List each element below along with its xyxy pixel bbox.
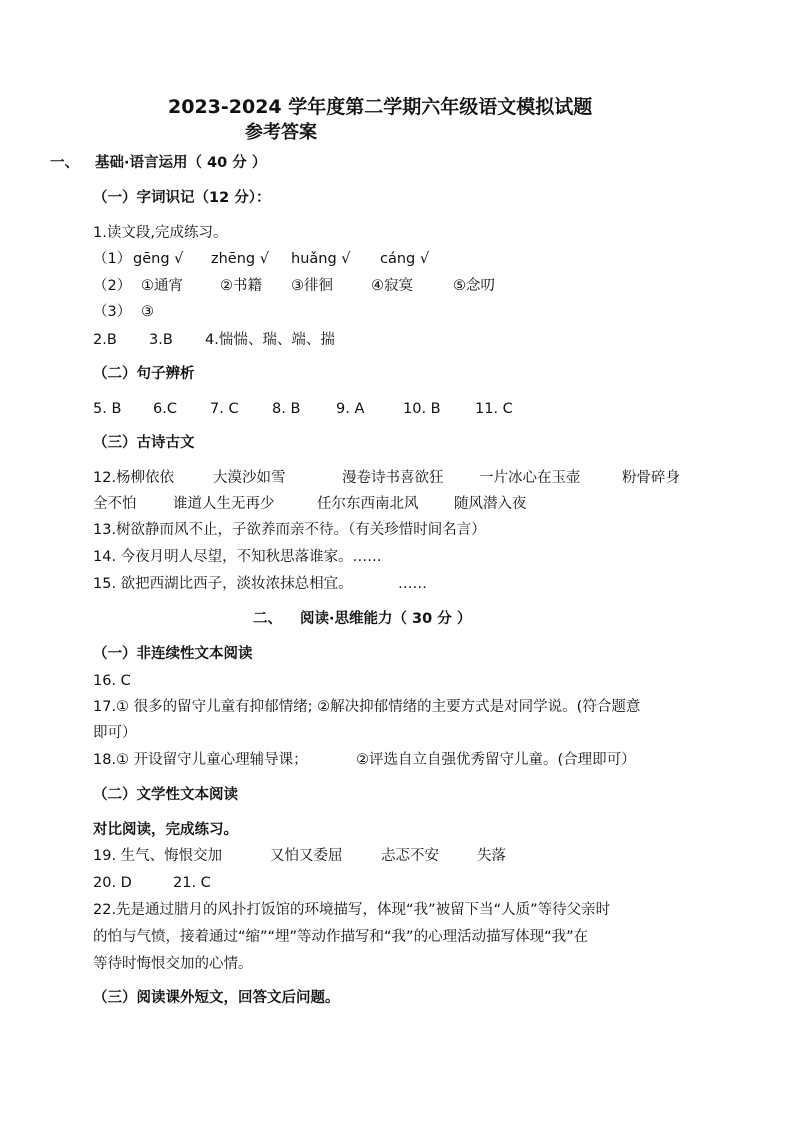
- question-22-line1: 22.先是通过腊月的风扑打饭馆的环境描写，体现“我”被留下当“人质”等待父亲时: [93, 902, 611, 918]
- question-15: [93, 575, 427, 593]
- answer-item: 3.B: [149, 332, 173, 348]
- answer-item: 5. B: [93, 401, 122, 417]
- question-20-21: [93, 874, 211, 892]
- answer-item: ④寂寞: [371, 278, 413, 294]
- part2-number: 二、: [253, 611, 282, 627]
- answer-item: 8. B: [272, 401, 301, 417]
- answer-item: 任尔东西南北风: [317, 496, 419, 512]
- answer-item: 10. B: [403, 401, 441, 417]
- answer-item: huǎng √: [291, 251, 351, 267]
- answer-row-2: [93, 277, 495, 295]
- answer-item: 15. 欲把西湖比西子，淡妆浓抹总相宜。: [93, 576, 353, 592]
- answer-label: （3）: [93, 304, 132, 320]
- page-subtitle: 参考答案: [245, 122, 317, 143]
- section-heading-poems: （三）古诗古文: [93, 435, 195, 451]
- answer-item: 11. C: [475, 401, 513, 417]
- literary-intro: 对比阅读，完成练习。: [93, 822, 238, 838]
- part2-heading: 阅读·思维能力（ 30 分 ）: [300, 611, 472, 627]
- question-12-line1: [93, 469, 680, 487]
- question-12-line2: [93, 495, 527, 513]
- answer-row-4: [93, 331, 335, 349]
- answer-item: 9. A: [336, 401, 365, 417]
- section-heading-nonlinear: （一）非连续性文本阅读: [93, 646, 253, 662]
- answer-item: 忐忑不安: [381, 848, 439, 864]
- answer-label: （2）: [93, 278, 132, 294]
- answer-item: 一片冰心在玉壶: [479, 470, 581, 486]
- part1-number: 一、: [50, 155, 79, 171]
- answer-item: ①通宵: [141, 278, 183, 294]
- answer-item: ③徘徊: [291, 278, 333, 294]
- answer-item: 6.C: [153, 401, 177, 417]
- question-16: 16. C: [93, 673, 131, 689]
- answer-row-3: [93, 303, 154, 321]
- answer-item: 20. D: [93, 875, 132, 891]
- section-heading-sentences: （二）句子辨析: [93, 366, 195, 382]
- question-22-line2: 的怕与气愤，接着通过“缩”“埋”等动作描写和“我”的心理活动描写体现“我”在: [93, 929, 589, 945]
- answer-item: 21. C: [173, 875, 211, 891]
- part1-heading: 基础·语言运用（ 40 分 ）: [95, 155, 267, 171]
- answer-label: （1）: [93, 251, 132, 267]
- answer-item: 粉骨碎身: [622, 470, 680, 486]
- section-heading-extracurricular: （三）阅读课外短文，回答文后问题。: [93, 990, 340, 1006]
- question-19: [93, 847, 506, 865]
- answer-item: ……: [398, 576, 427, 592]
- answer-item: ③: [141, 304, 154, 320]
- answer-item: cáng √: [380, 251, 430, 267]
- answer-item: ⑤念叨: [453, 278, 495, 294]
- answer-row-5-11: [93, 400, 513, 418]
- answer-item: 大漠沙如雪: [213, 470, 286, 486]
- answer-item: 随风潜入夜: [454, 496, 527, 512]
- answer-item: ②评选自立自强优秀留守儿童。(合理即可）: [356, 752, 636, 768]
- question-13: 13.树欲静而风不止，子欲养而亲不待。（有关珍惜时间名言）: [93, 522, 486, 538]
- answer-item: 失落: [477, 848, 506, 864]
- answer-item: 漫卷诗书喜欲狂: [342, 470, 444, 486]
- section-heading-literary: （二）文学性文本阅读: [93, 787, 238, 803]
- answer-item: 19. 生气、悔恨交加: [93, 848, 223, 864]
- page-title: 2023-2024 学年度第二学期六年级语文模拟试题: [168, 96, 593, 118]
- answer-row-1: [93, 250, 429, 268]
- question-14: 14. 今夜月明人尽望，不知秋思落谁家。……: [93, 549, 382, 565]
- answer-item: 12.杨柳依依: [93, 470, 175, 486]
- question-17-line1: 17.① 很多的留守儿童有抑郁情绪; ②解决抑郁情绪的主要方式是对同学说。(符合题意: [93, 699, 641, 715]
- question-18: [93, 751, 636, 769]
- question-22-line3: 等待时悔恨交加的心情。: [93, 956, 253, 972]
- answer-item: zhēng √: [211, 251, 269, 267]
- section-heading-words: （一）字词识记（12 分）：: [93, 190, 271, 206]
- answer-item: 2.B: [93, 332, 117, 348]
- answer-item: 4.惴惴、瑞、端、揣: [205, 332, 335, 348]
- answer-item: gēng √: [133, 251, 184, 267]
- answer-item: ②书籍: [220, 278, 262, 294]
- answer-item: 谁道人生无再少: [173, 496, 275, 512]
- question-1: 1.读文段,完成练习。: [93, 225, 228, 241]
- answer-item: 又怕又委屈: [270, 848, 343, 864]
- answer-item: 全不怕: [93, 496, 137, 512]
- answer-item: 18.① 开设留守儿童心理辅导课；: [93, 752, 308, 768]
- answer-item: 7. C: [210, 401, 239, 417]
- question-17-line2: 即可）: [93, 725, 137, 741]
